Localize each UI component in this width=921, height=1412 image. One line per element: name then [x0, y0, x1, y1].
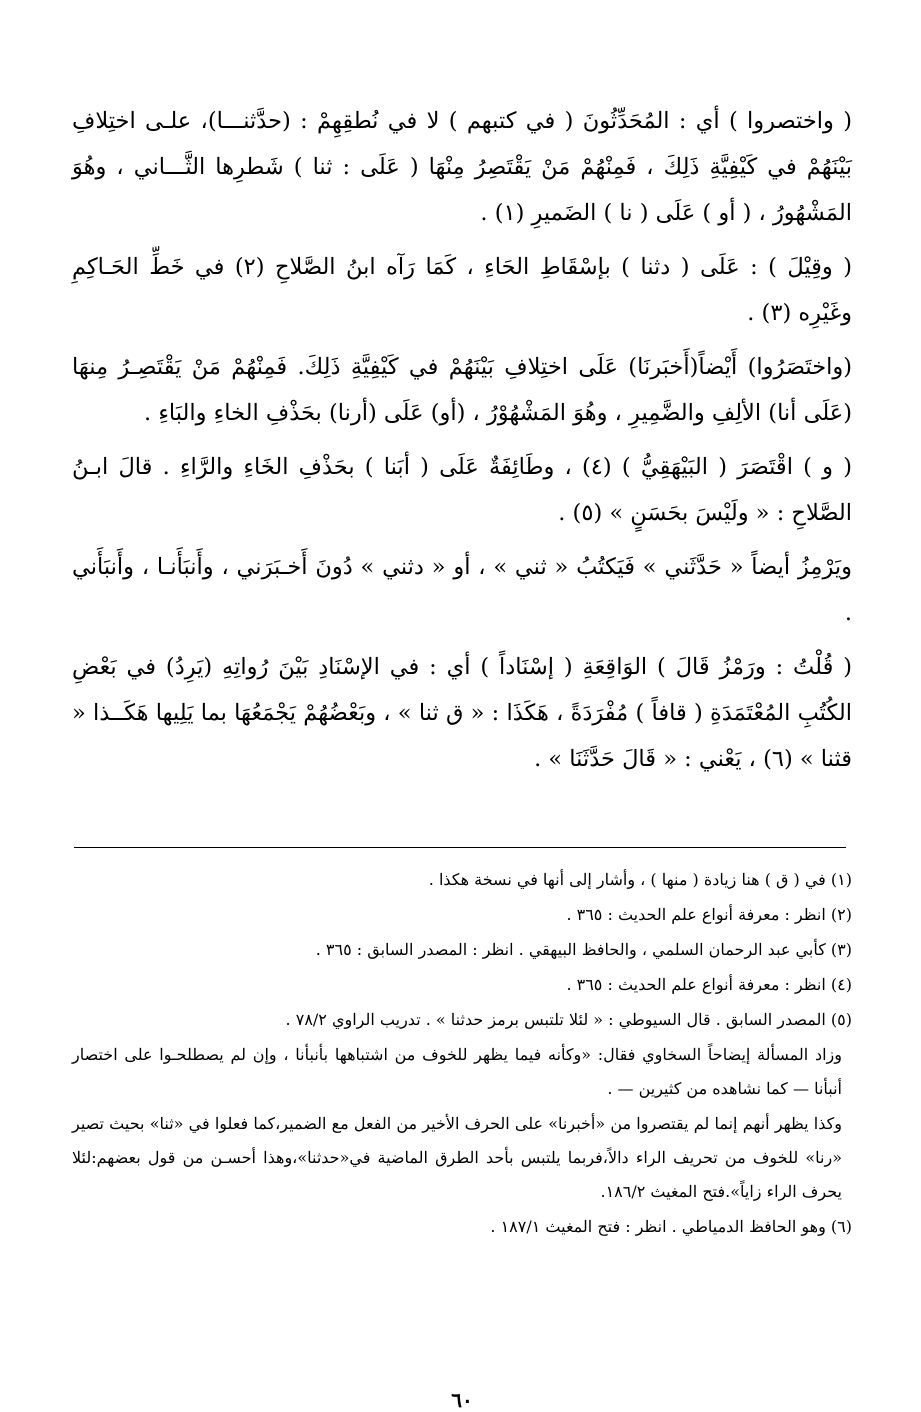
page-number: ٦٠: [451, 1388, 473, 1412]
footnote-5-continuation-2: وكذا يظهر أنهم إنما لم يقتصروا من «أخبرنا» على الحرف الأخير من الفعل مع الضمير،كما فعلوا في «ثنا» بحيث تصير «رنا» للخوف من تحريف الراء دالاً،فربما يلتبس بأحد الطرق الماضية في«حدثنا»،وهذا أحسـن من قول بعضهم:لئلا يحرف الراء زاياً».فتح المغيث ١٨٦/٢.: [72, 1114, 842, 1201]
paragraph-4: ( و ) اقْتَصَرَ ( البَيْهَقِيُّ ) (٤) ، وطَائِفَةٌ عَلَى ( أبَنا ) بحَذْفِ الخَاءِ والرَّاءِ . قالَ ابـنُ الصَّلاحِ : « ولَيْسَ بحَسَنٍ » (٥) .: [72, 454, 852, 526]
paragraph-2: ( وقِيْلَ ) : عَلَى ( دثنا ) بإسْقَاطِ الحَاءِ ، كَمَا رَآه ابنُ الصَّلاحِ (٢) في خَطِّ الحَـاكِمِ وغَيْرِه (٣) .: [72, 254, 852, 326]
paragraph-3: (واختَصَرُوا) أَيْضاً(أَخبَرنَا) عَلَى اختِلافِ بَيْنَهُمْ في كَيْفِيَّةِ ذَلِكَ. فَمِنْهُمْ مَنْ يَقْتَصِـرُ مِنهَا (عَلَى أنا) الألِفِ والضَّمِيرِ ، وهُوَ المَشْهُوْرُ ، (أو) عَلَى (أرنا) بحَذْفِ الخاءِ والبَاءِ .: [72, 354, 852, 426]
footnote-4: (٤) انظر : معرفة أنواع علم الحديث : ٣٦٥ .: [566, 975, 852, 994]
book-page: [72, 98, 852, 1412]
footnote-5-continuation-1: وزاد المسألة إيضاحاً السخاوي فقال: «وكأنه فيما يظهر للخوف من اشتباهها بأنبأنا ، وإن لم يصطلحـوا على اختصار أنبأنا — كما نشاهده من كثيرين — .: [72, 1045, 842, 1098]
footnote-6: (٦) وهو الحافظ الدمياطي . انظر : فتح المغيث ١٨٧/١ .: [490, 1217, 852, 1236]
footnote-5: (٥) المصدر السابق . قال السيوطي : « لئلا تلتبس برمز حدثنا » . تدريب الراوي ٧٨/٢ .: [285, 1010, 852, 1029]
paragraph-6: ( قُلْتُ : ورَمْزُ قَالَ ) الوَاقِعَةِ ( إسْنَاداً ) أي : في الإسْنَادِ بَيْنَ رُواتِهِ (يَرِدُ) في بَعْضِ الكُتُبِ المُعْتَمَدَةِ ( قافاً ) مُفْرَدَةً ، هَكَذَا : « ق ثنا » ، وبَعْضُهُمْ يَجْمَعُهَا بما يَلِيها هَكَــذا « قثنا » (٦) ، يَعْني : « قَالَ حَدَّثَنَا » .: [72, 654, 852, 772]
paragraph-5: ويَرْمِزُ أيضاً « حَدَّثَني » فَيَكتُبُ « ثني » ، أو « دثني » دُونَ أَخـبَرَني ، وأَنبَأَنـا ، وأَنبَأَني .: [72, 554, 852, 626]
footnote-2: (٢) انظر : معرفة أنواع علم الحديث : ٣٦٥ .: [566, 905, 852, 924]
footnotes: [72, 863, 852, 1245]
footnote-separator: [74, 847, 846, 848]
footnote-1: (١) في ( ق ) هنا زيادة ( منها ) ، وأشار إلى أنها في نسخة هكذا .: [428, 870, 852, 889]
footnote-3: (٣) كأبي عبد الرحمان السلمي ، والحافظ البيهقي . انظر : المصدر السابق : ٣٦٥ .: [315, 940, 852, 959]
main-text: [72, 98, 852, 782]
paragraph-1: ( واختصروا ) أي : المُحَدِّثُونَ ( في كتبهم ) لا في نُطقِهِمْ : (حدَّثنـــا)، علـى اختِلافِ بَيْنَهُمْ في كَيْفِيَّةِ ذَلِكَ ، فَمِنْهُمْ مَنْ يَقْتَصِرُ مِنْهَا ( عَلَى : ثنا ) شَطرِها الثَّـــاني ، وهُوَ المَشْهُورُ ، ( أو ) عَلَى ( نا ) الضَميرِ (١) .: [72, 108, 852, 226]
